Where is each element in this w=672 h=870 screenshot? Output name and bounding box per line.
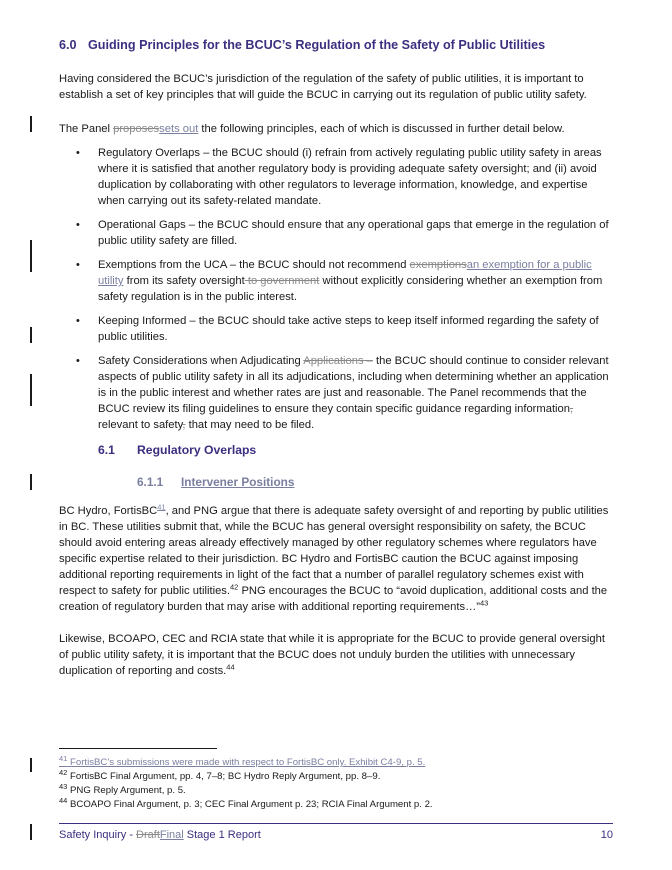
tracked-insertion: Final [159,829,184,841]
footnote-text: FortisBC Final Argument, pp. 4, 7–8; BC Hydro Reply Argument, pp. 8–9. [67,771,381,782]
principle-regulatory-overlaps: Regulatory Overlaps – the BCUC should (i) refrain from actively regulating public utility safety in areas where it is satisfied that another regulatory body is providing adequate safety oversight; and (ii) avoid duplication by collaborating with other regulators to leverage information, knowledge, and expertise when carrying out its safety-related mandate. [98,147,602,207]
paragraph-text: , and PNG argue that there is adequate safety oversight of and reporting by public utilities in BC. These utilities submit that, while the BCUC has general oversight responsibility on safety, the BCUC should avoid entering areas already effectively managed by other regulatory schemes where regulators have specific expertise related to their jurisdiction. BC Hydro and FortisBC caution the BCUC against imposing additional reporting requirements in light of the fact that a number of parallel regulatory schemes exist with respect to safety for public utilities. [59,505,609,597]
footnote-text: FortisBC’s submissions were made with respect to FortisBC only. Exhibit C4-9, p. 5. [67,757,426,768]
footer-separator [59,823,613,824]
principle-exemptions: Exemptions from the UCA – the BCUC should not recommend [98,259,410,271]
tracked-deletion: Draft [136,829,160,841]
footnote-44 [59,795,613,812]
principles-list [59,145,613,433]
tracked-deletion: Applications – [303,355,373,367]
change-bar [30,327,32,343]
paragraph-text: BC Hydro, FortisBC [59,505,158,517]
paragraph-text: Likewise, BCOAPO, CEC and RCIA state that while it is appropriate for the BCUC to provide general oversight of public utility safety, it is important that the BCUC does not unduly burden the utilities with unnecessary duplication of reporting and costs. [59,633,605,677]
principle-safety-considerations: that may need to be filed. [185,419,315,431]
bullet-icon: • [76,219,80,231]
footnotes [59,753,613,812]
tracked-deletion: proposes [113,123,160,135]
change-bar [30,374,32,406]
change-bar [30,474,32,490]
footnote-43 [59,781,613,798]
list-item [59,353,613,433]
tracked-deletion: , [182,419,186,431]
intervener-paragraph [59,503,613,615]
list-item [59,145,613,209]
list-item [59,313,613,345]
bullet-icon: • [76,315,80,327]
footnote-ref-44[interactable]: 44 [226,662,235,672]
footnote-42 [59,767,613,784]
change-bar [30,824,32,840]
tracked-deletion: exemptions [409,259,467,271]
principle-safety-considerations: relevant to safety [98,419,183,431]
subsubsection-heading [137,473,613,491]
footnote-ref-43[interactable]: 43 [480,598,489,608]
footnote-number: 43 [59,781,68,791]
likewise-paragraph [59,631,613,679]
tracked-deletion: , [570,403,574,415]
section-heading [59,36,613,54]
page-number: 10 [600,829,613,841]
footnote-number: 41 [59,753,68,763]
footnote-text: PNG Reply Argument, p. 5. [67,785,186,796]
subsection-number: 6.1 [98,443,115,457]
tracked-insertion: an exemption for a public utility [98,259,592,287]
bullet-icon: • [76,147,80,159]
footnote-ref-41[interactable]: 41 [157,502,166,512]
panel-text: The Panel [59,123,114,135]
change-bar [30,116,32,132]
change-bar [30,240,32,272]
section-number: 6.0 [59,38,77,52]
footnote-41 [59,753,613,770]
footer-text: Safety Inquiry - [59,829,137,841]
tracked-insertion: sets out [159,123,199,135]
bullet-icon: • [76,355,80,367]
footnote-separator [59,748,217,749]
principle-exemptions: without explicitly considering whether an exemption from safety regulation is in the public interest. [98,275,603,303]
panel-paragraph [59,121,613,137]
subsection-heading [98,441,613,459]
principle-exemptions: from its safety oversight [123,275,245,287]
principle-safety-considerations: the BCUC should continue to consider relevant aspects of public utility safety in all its adjudications, including when determining whether an application is in the public interest and whether rates are just and reasonable. The Panel recommends that the BCUC review its filing guidelines to ensure they contain specific guidance regarding information [98,355,609,415]
page-footer [59,828,613,842]
list-item [59,217,613,249]
principle-safety-considerations: Safety Considerations when Adjudicating [98,355,304,367]
principle-operational-gaps: Operational Gaps – the BCUC should ensure that any operational gaps that emerge in the regulation of public utility safety are filled. [98,219,609,247]
paragraph-text: PNG encourages the BCUC to “avoid duplication, additional costs and the creation of regulatory burden that may arise with additional reporting requirements…” [59,585,608,613]
intro-paragraph: Having considered the BCUC’s jurisdiction of the regulation of the safety of public utilities, it is important to establish a set of key principles that will guide the BCUC in carrying out its regulation of public utility safety. [59,73,587,101]
panel-text: the following principles, each of which is discussed in further detail below. [198,123,565,135]
tracked-deletion: to government [244,275,320,287]
change-bar [30,758,32,772]
section-title: Guiding Principles for the BCUC’s Regulation of the Safety of Public Utilities [88,38,546,52]
subsubsection-number: 6.1.1 [137,475,164,489]
subsection-title: Regulatory Overlaps [137,443,257,457]
footnote-number: 44 [59,795,68,805]
footnote-number: 42 [59,767,68,777]
body-content [59,36,613,695]
footnote-ref-42[interactable]: 42 [230,582,239,592]
principle-keeping-informed: Keeping Informed – the BCUC should take active steps to keep itself informed regarding the safety of public utilities. [98,315,599,343]
footer-text: Stage 1 Report [183,829,261,841]
bullet-icon: • [76,259,80,271]
subsubsection-title: Intervener Positions [181,475,295,489]
footnote-text: BCOAPO Final Argument, p. 3; CEC Final Argument p. 23; RCIA Final Argument p. 2. [67,799,433,810]
list-item [59,257,613,305]
